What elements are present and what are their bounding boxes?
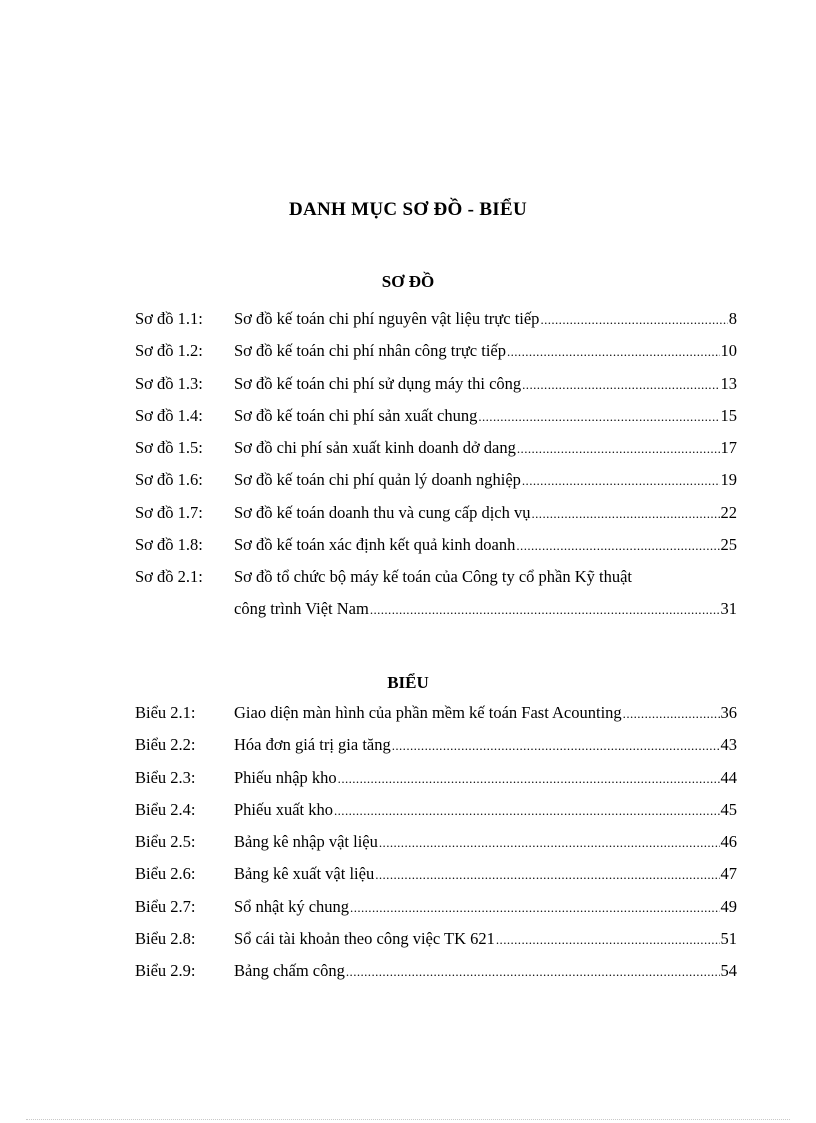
section-heading-so-do: SƠ ĐỒ: [381, 272, 435, 291]
dot-leader: [522, 473, 720, 489]
toc-entry-page-number: 10: [720, 341, 737, 361]
toc-entry: [135, 892, 737, 924]
toc-entry: [135, 530, 737, 562]
toc-entry-title: Sổ cái tài khoản theo công việc TK 621: [234, 929, 495, 949]
dot-leader: [392, 738, 720, 754]
toc-entry-label: Sơ đồ 1.2:: [135, 341, 203, 361]
toc-entry-title: Giao diện màn hình của phần mềm kế toán Fast Acounting: [234, 703, 622, 722]
toc-entry-title: Sơ đồ kế toán chi phí nhân công trực tiếp: [234, 341, 506, 361]
toc-entry-title: Sơ đồ kế toán chi phí sử dụng máy thi công: [234, 373, 522, 393]
page-title: DANH MỤC SƠ ĐỒ - BIỂU: [288, 199, 527, 220]
toc-entry-title: Bảng kê xuất vật liệu: [234, 864, 375, 884]
toc-entry-title: Phiếu nhập kho: [234, 767, 337, 787]
dot-leader: [375, 867, 719, 883]
toc-entry-label: Biểu 2.4:: [135, 799, 196, 819]
toc-entry: [135, 401, 737, 433]
toc-entry-page-number: 8: [728, 309, 737, 328]
toc-entry-label: Biểu 2.2:: [135, 735, 196, 755]
toc-entry: [135, 763, 737, 795]
dot-leader: [338, 771, 720, 787]
toc-entry: [135, 336, 737, 368]
table-list: [135, 698, 737, 989]
toc-entry-page-number: 13: [720, 373, 737, 393]
dot-leader: [540, 312, 727, 328]
toc-entry-title: Sơ đồ kế toán doanh thu và cung cấp dịch vụ: [234, 502, 531, 522]
toc-entry: [135, 465, 737, 497]
toc-entry-page-number: 54: [720, 961, 737, 981]
dot-leader: [379, 835, 720, 851]
toc-entry-label: Sơ đồ 1.6:: [135, 470, 203, 490]
footer-divider: [26, 1119, 790, 1120]
toc-entry-title: Sổ nhật ký chung: [234, 896, 350, 916]
toc-entry-page-number: 46: [720, 832, 737, 852]
toc-entry-label: Sơ đồ 1.3:: [135, 373, 203, 393]
dot-leader: [350, 900, 719, 916]
toc-entry-page-number: 15: [720, 405, 737, 425]
toc-entry: [135, 956, 737, 988]
dot-leader: [346, 964, 720, 980]
toc-entry: [135, 859, 737, 891]
toc-entry-title: Sơ đồ kế toán chi phí nguyên vật liệu trực tiếp: [234, 309, 540, 328]
dot-leader: [507, 344, 720, 360]
toc-entry-page-number: 36: [720, 703, 737, 722]
toc-entry-page-number: 25: [720, 535, 737, 555]
toc-entry-title: Bảng kê nhập vật liệu: [234, 832, 378, 852]
toc-entry-title: Bảng chấm công: [234, 961, 345, 981]
toc-entry-label: Biểu 2.8:: [135, 929, 196, 949]
dot-leader: [496, 932, 720, 948]
dot-leader: [517, 441, 720, 457]
toc-entry-page-number: 22: [720, 502, 737, 522]
toc-entry-label: Biểu 2.7:: [135, 896, 196, 916]
toc-entry-title: Sơ đồ kế toán chi phí quản lý doanh nghiệp: [234, 470, 521, 490]
toc-entry-title: Hóa đơn giá trị gia tăng: [234, 735, 391, 755]
toc-entry: [135, 304, 737, 336]
toc-entry-title: công trình Việt Nam: [234, 599, 369, 619]
toc-entry: [135, 827, 737, 859]
toc-entry-label: Sơ đồ 1.8:: [135, 535, 203, 555]
section-heading-bieu: BIỂU: [387, 673, 429, 692]
toc-entry: [135, 369, 737, 401]
toc-entry: [135, 730, 737, 762]
dot-leader: [516, 538, 719, 554]
toc-entry-title: Sơ đồ chi phí sản xuất kinh doanh dở dang: [234, 438, 516, 458]
toc-entry-label: Biểu 2.6:: [135, 864, 196, 884]
diagram-list: [135, 304, 737, 626]
toc-entry-label: Sơ đồ 1.4:: [135, 405, 203, 425]
toc-entry-page-number: 45: [720, 799, 737, 819]
toc-entry: [135, 795, 737, 827]
toc-entry-title: Phiếu xuất kho: [234, 799, 333, 819]
toc-entry: [135, 498, 737, 530]
toc-entry-label: Sơ đồ 1.5:: [135, 438, 203, 458]
toc-entry-title: Sơ đồ kế toán xác định kết quả kinh doanh: [234, 535, 516, 555]
dot-leader: [532, 506, 720, 522]
toc-entry-page-number: 43: [720, 735, 737, 755]
toc-entry: [135, 562, 737, 626]
toc-entry-label: Biểu 2.1:: [135, 703, 196, 722]
toc-entry-page-number: 44: [720, 767, 737, 787]
toc-entry-label: Sơ đồ 1.7:: [135, 502, 203, 522]
toc-entry: [135, 698, 737, 730]
dot-leader: [522, 377, 719, 393]
toc-entry-label: Biểu 2.3:: [135, 767, 196, 787]
toc-entry-page-number: 47: [720, 864, 737, 884]
dot-leader: [623, 706, 720, 722]
dot-leader: [370, 602, 720, 618]
toc-entry-page-number: 31: [720, 599, 737, 619]
toc-entry-page-number: 49: [720, 896, 737, 916]
toc-entry: [135, 433, 737, 465]
toc-entry-label: Sơ đồ 2.1:: [135, 567, 203, 587]
toc-entry-page-number: 51: [720, 929, 737, 949]
dot-leader: [478, 409, 719, 425]
toc-entry-label: Sơ đồ 1.1:: [135, 309, 203, 328]
dot-leader: [334, 803, 720, 819]
toc-entry-label: Biểu 2.9:: [135, 961, 196, 981]
toc-entry-title: Sơ đồ kế toán chi phí sản xuất chung: [234, 405, 478, 425]
toc-entry: [135, 924, 737, 956]
toc-entry-page-number: 19: [720, 470, 737, 490]
toc-entry-page-number: 17: [720, 438, 737, 458]
toc-entry-label: Biểu 2.5:: [135, 832, 196, 852]
toc-entry-title: Sơ đồ tổ chức bộ máy kế toán của Công ty cổ phần Kỹ thuật: [234, 567, 633, 587]
